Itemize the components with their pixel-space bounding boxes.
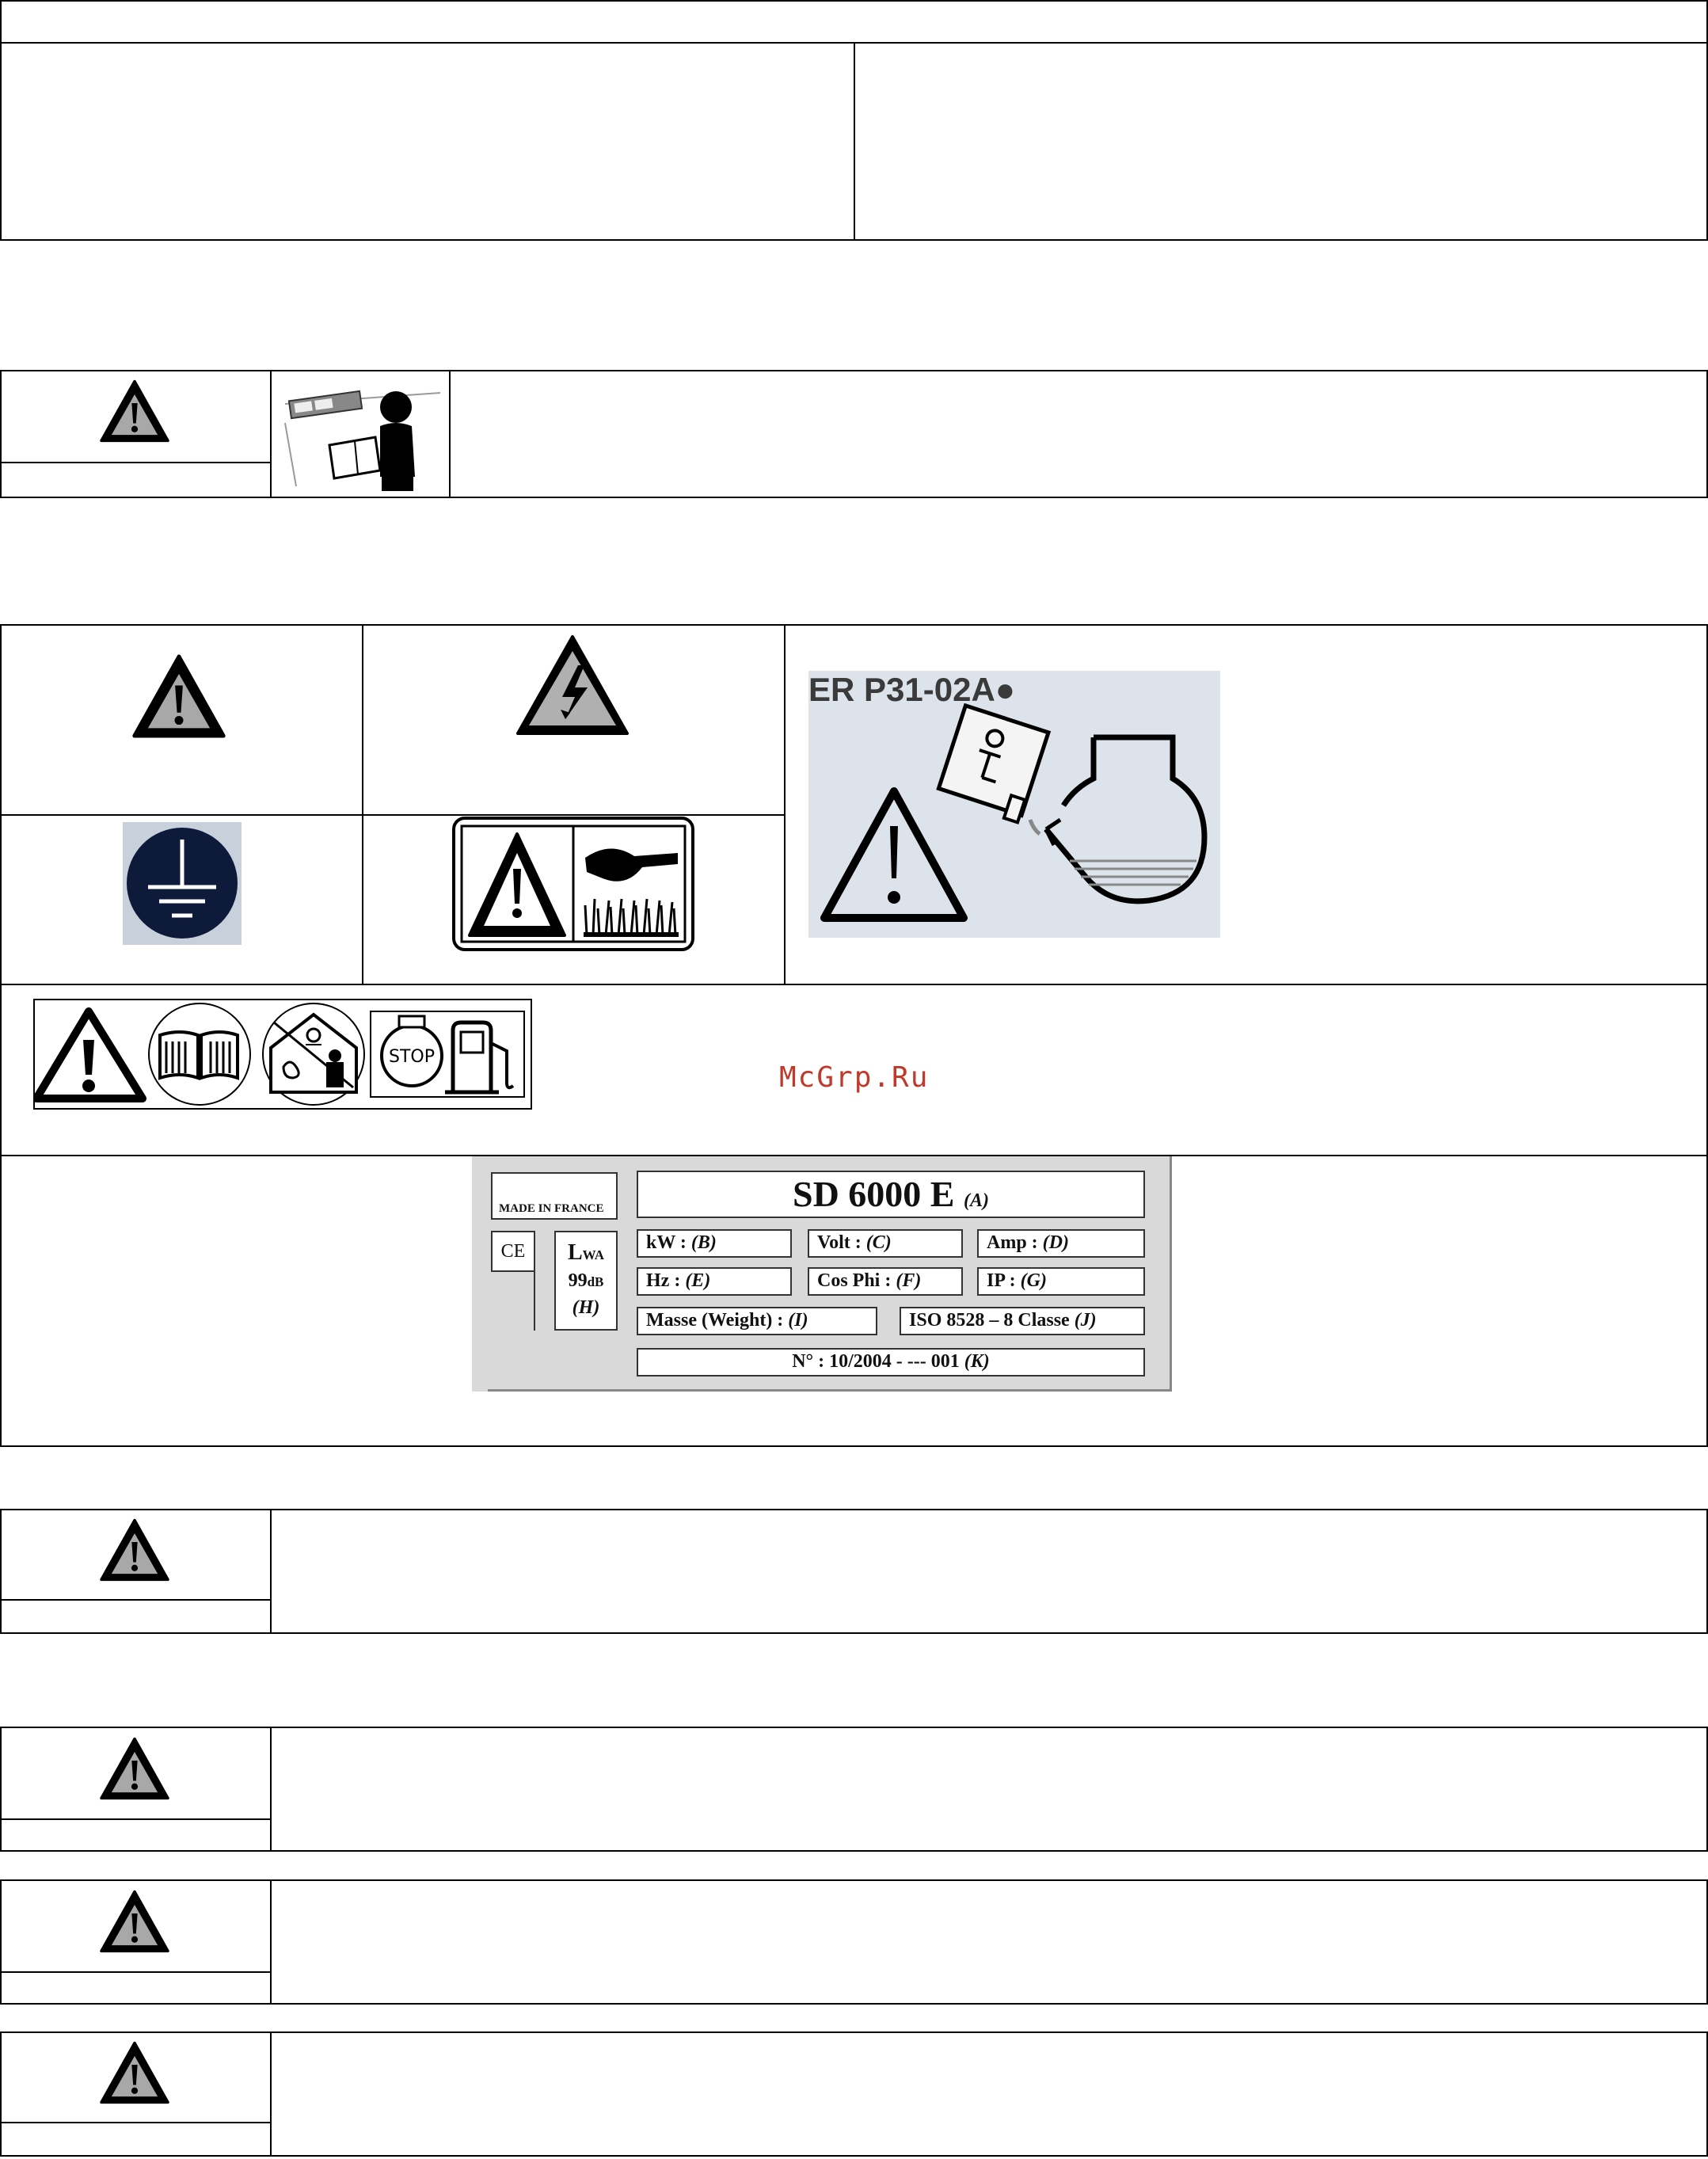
stop-text: STOP [389,1047,435,1067]
rating-plate [472,1156,1172,1392]
ce-mark: CE [491,1231,535,1272]
notice-table-3 [0,1727,1708,1852]
hot-surface-icon [452,817,694,951]
notice-table-1 [0,370,1708,498]
electric-hazard-icon [515,634,630,737]
field-weight: Masse (Weight) : (I) [637,1307,877,1335]
warning-triangle-icon [98,2040,171,2105]
warning-triangle-icon [129,653,229,740]
header-table-column-divider [854,42,855,241]
field-ip: IP : (G) [977,1267,1145,1296]
notice-table-4 [0,1879,1708,2005]
field-amp: Amp : (D) [977,1229,1145,1258]
notice-table-5 [0,2031,1708,2157]
notice-table-2 [0,1509,1708,1634]
read-manual-icon [282,375,440,493]
serial-number: N° : 10/2004 - --- 001 (K) [637,1348,1145,1377]
oil-fill-icon [808,671,1220,938]
warning-triangle-icon [98,1517,171,1582]
safety-sticker-strip [33,999,532,1110]
oil-fill-label [808,671,1220,938]
field-volt: Volt : (C) [808,1229,963,1258]
field-hz: Hz : (E) [637,1267,792,1296]
field-kw: kW : (B) [637,1229,792,1258]
warning-triangle-icon [98,379,171,444]
warning-triangle-icon [98,1889,171,1954]
sound-power-label: LWA 99dB (H) [554,1231,618,1331]
ground-symbol-icon [123,822,242,945]
field-cos-phi: Cos Phi : (F) [808,1267,963,1296]
field-iso-class: ISO 8528 – 8 Classe (J) [900,1307,1145,1335]
oil-label-code: ER P31-02A● [808,671,1016,708]
watermark: McGrp.Ru [779,1061,930,1094]
model-name: SD 6000 E (A) [637,1171,1145,1218]
warning-triangle-icon [98,1736,171,1801]
made-in-label: MADE IN FRANCE [491,1172,618,1220]
